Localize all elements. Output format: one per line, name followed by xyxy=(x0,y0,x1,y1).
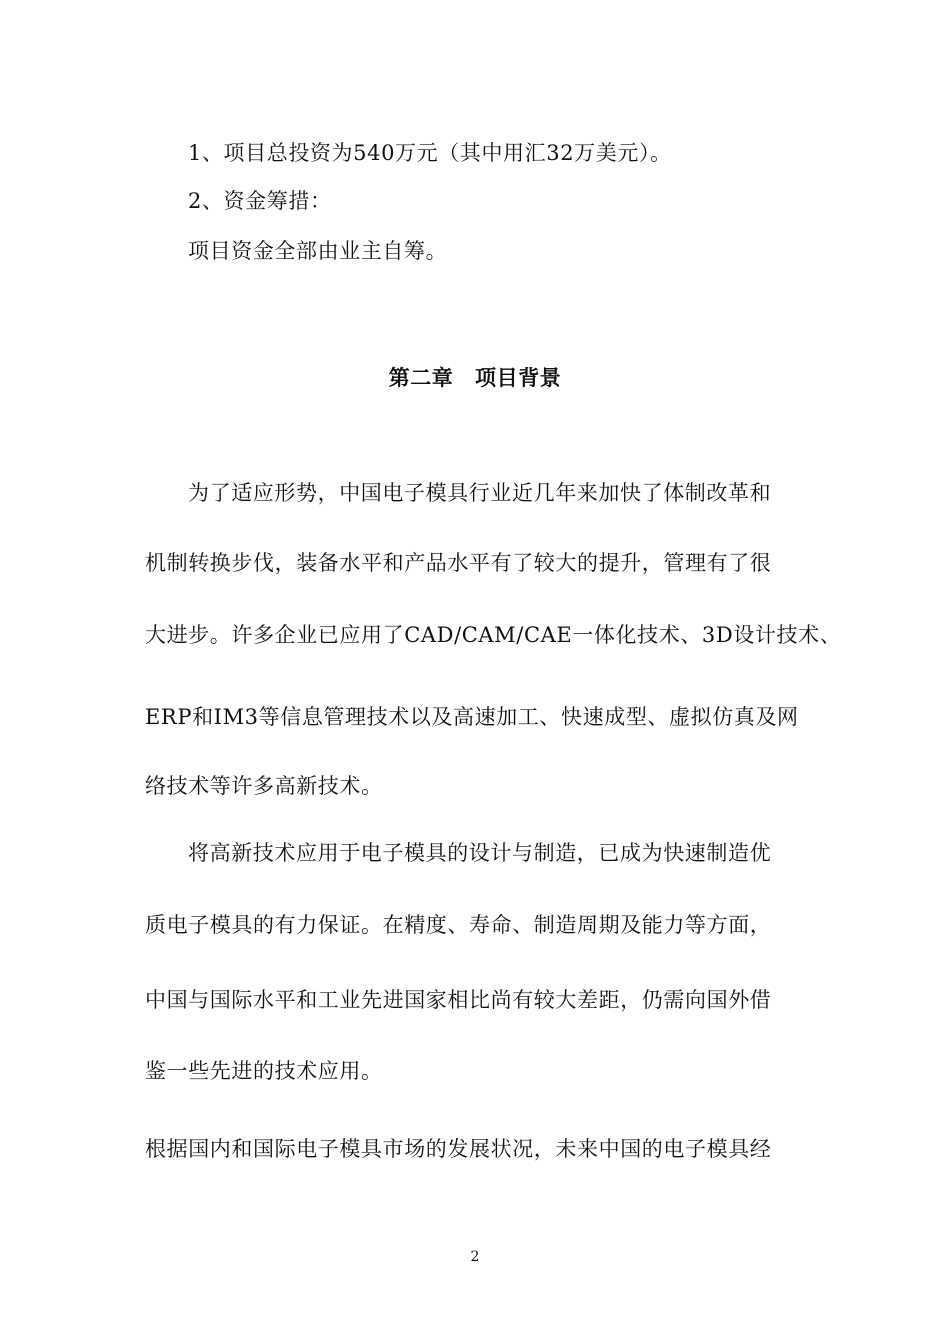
funding-detail: 项目资金全部由业主自筹。 xyxy=(188,239,448,263)
paragraph-line: 将高新技术应用于电子模具的设计与制造，已成为快速制造优 xyxy=(188,841,772,865)
page-number: 2 xyxy=(470,1249,480,1265)
paragraph-line: 为了适应形势，中国电子模具行业近几年来加快了体制改革和 xyxy=(188,481,772,505)
paragraph-line: ERP和IM3等信息管理技术以及高速加工、快速成型、虚拟仿真及网 xyxy=(145,705,799,729)
paragraph-line: 机制转换步伐，装备水平和产品水平有了较大的提升，管理有了很 xyxy=(145,551,772,575)
investment-total-item: 1、项目总投资为540万元（其中用汇32万美元）。 xyxy=(188,141,672,165)
paragraph-line: 络技术等许多高新技术。 xyxy=(145,774,383,798)
funding-item: 2、资金筹措： xyxy=(188,189,332,213)
paragraph-line: 中国与国际水平和工业先进国家相比尚有较大差距，仍需向国外借 xyxy=(145,988,772,1012)
chapter-heading: 第二章 项目背景 xyxy=(388,365,562,390)
paragraph-line: 鉴一些先进的技术应用。 xyxy=(145,1059,383,1083)
paragraph-line: 质电子模具的有力保证。在精度、寿命、制造周期及能力等方面， xyxy=(145,913,772,937)
paragraph-line: 根据国内和国际电子模具市场的发展状况，未来中国的电子模具经 xyxy=(145,1137,772,1161)
paragraph-line: 大进步。许多企业已应用了CAD/CAM/CAE一体化技术、3D设计技术、 xyxy=(145,623,842,647)
